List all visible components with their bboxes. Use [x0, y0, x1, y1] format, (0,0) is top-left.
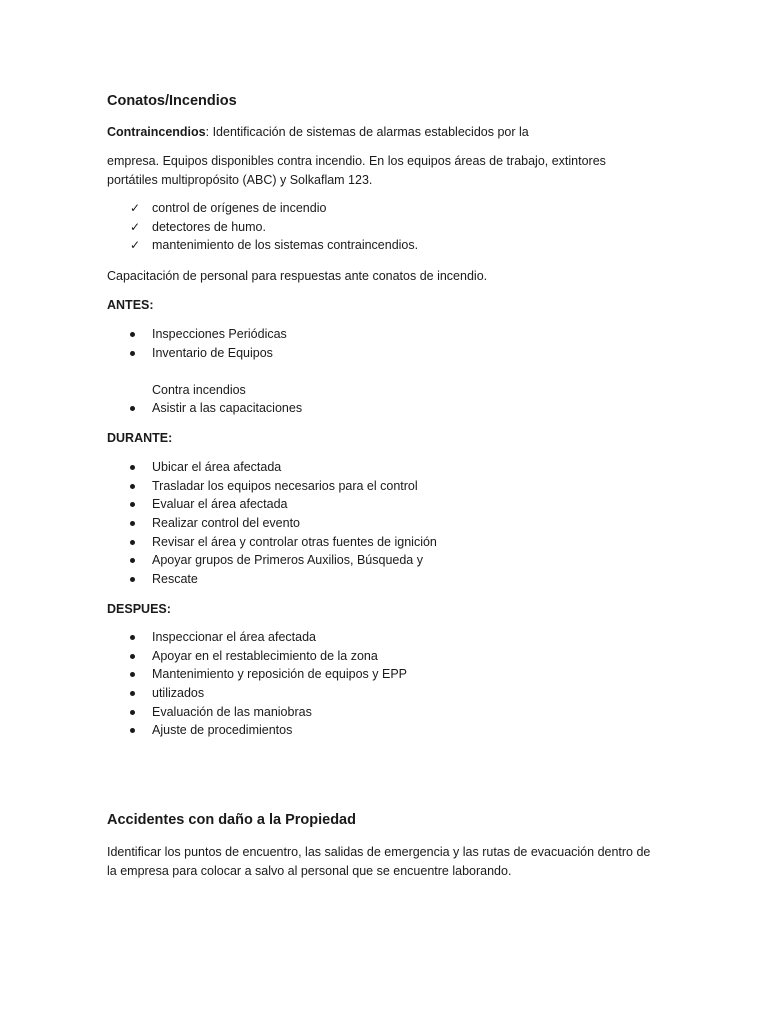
accidentes-paragraph-line1: Identificar los puntos de encuentro, las salidas de emergencia y las rutas de evacuación dentro de [107, 845, 651, 859]
intro-label: Contraincendios [107, 125, 206, 139]
check-mark-icon: ✓ [130, 238, 141, 253]
list-item-text: Asistir a las capacitaciones [152, 401, 303, 415]
intro-paragraph [107, 123, 529, 141]
list-item [130, 551, 437, 570]
bullet-icon [130, 691, 135, 696]
section-title-accidentes: Accidentes con daño a la Propiedad [107, 812, 356, 828]
bullet-icon [130, 672, 135, 677]
check-list [130, 199, 418, 255]
section-title-conatos: Conatos/Incendios [107, 93, 237, 109]
list-item-text: Inspeccionar el área afectada [152, 630, 316, 644]
list-item-text: Trasladar los equipos necesarios para el control [152, 478, 418, 493]
despues-list [130, 628, 407, 740]
list-item-text: Evaluar el área afectada [152, 497, 288, 512]
list-item [130, 495, 437, 514]
bullet-icon [130, 521, 135, 526]
bullet-icon [130, 540, 135, 545]
list-item [130, 570, 437, 589]
list-item [130, 199, 418, 218]
list-item-text: Inspecciones Periódicas [152, 327, 287, 341]
list-item-text: Inventario de Equipos [152, 345, 273, 360]
bullet-icon [130, 406, 135, 411]
bullet-icon [130, 654, 135, 659]
bullet-icon [130, 728, 135, 733]
bullet-icon [130, 465, 135, 470]
list-item-text: utilizados [152, 686, 205, 701]
list-item-text: Apoyar grupos de Primeros Auxilios, Búsqueda y [152, 553, 423, 568]
list-item [130, 344, 287, 363]
list-item-text: mantenimiento de los sistemas contraincendios. [152, 238, 419, 253]
list-item-text: Ajuste de procedimientos [152, 723, 293, 738]
list-item [130, 533, 437, 552]
antes-list-b [130, 399, 302, 418]
check-mark-icon: ✓ [130, 219, 141, 234]
bullet-icon [130, 577, 135, 582]
list-item-text: Mantenimiento y reposición de equipos y EPP [152, 667, 408, 682]
check-mark-icon: ✓ [130, 201, 141, 215]
list-item-text: Ubicar el área afectada [152, 460, 282, 474]
list-item [130, 399, 302, 418]
list-item [130, 458, 437, 477]
bullet-icon [130, 710, 135, 715]
bullet-icon [130, 502, 135, 507]
antes-continuation: Contra incendios [152, 383, 246, 397]
list-item-text: Realizar control del evento [152, 516, 300, 531]
durante-heading: DURANTE: [107, 431, 173, 445]
accidentes-paragraph-line2: la empresa para colocar a salvo al personal que se encuentre laborando. [107, 864, 512, 878]
list-item-text: Evaluación de las maniobras [152, 704, 312, 719]
list-item-text: detectores de humo. [152, 219, 266, 234]
intro-text: : Identificación de sistemas de alarmas establecidos por la [205, 125, 529, 139]
bullet-icon [130, 484, 135, 489]
list-item [130, 684, 407, 703]
antes-heading: ANTES: [107, 298, 154, 312]
antes-list-a [130, 325, 287, 362]
capacitacion-paragraph: Capacitación de personal para respuestas ante conatos de incendio. [107, 269, 488, 283]
despues-heading: DESPUES: [107, 602, 171, 616]
list-item-text: control de orígenes de incendio [152, 201, 327, 215]
paragraph-equipos-line1: empresa. Equipos disponibles contra incendio. En los equipos áreas de trabajo, extintores [107, 154, 606, 168]
durante-list [130, 458, 437, 589]
list-item [130, 514, 437, 533]
paragraph-equipos-line2: portátiles multipropósito (ABC) y Solkaflam 123. [107, 173, 373, 187]
list-item [130, 628, 407, 647]
bullet-icon [130, 635, 135, 640]
bullet-icon [130, 558, 135, 563]
list-item-text: Apoyar en el restablecimiento de la zona [152, 648, 378, 663]
list-item [130, 236, 418, 255]
list-item [130, 325, 287, 344]
list-item-text: Rescate [152, 572, 198, 587]
bullet-icon [130, 332, 135, 337]
list-item [130, 721, 407, 740]
list-item [130, 703, 407, 722]
list-item [130, 218, 418, 237]
list-item-text: Revisar el área y controlar otras fuentes de ignición [152, 534, 437, 549]
list-item [130, 647, 407, 666]
bullet-icon [130, 351, 135, 356]
list-item [130, 477, 437, 496]
list-item [130, 665, 407, 684]
